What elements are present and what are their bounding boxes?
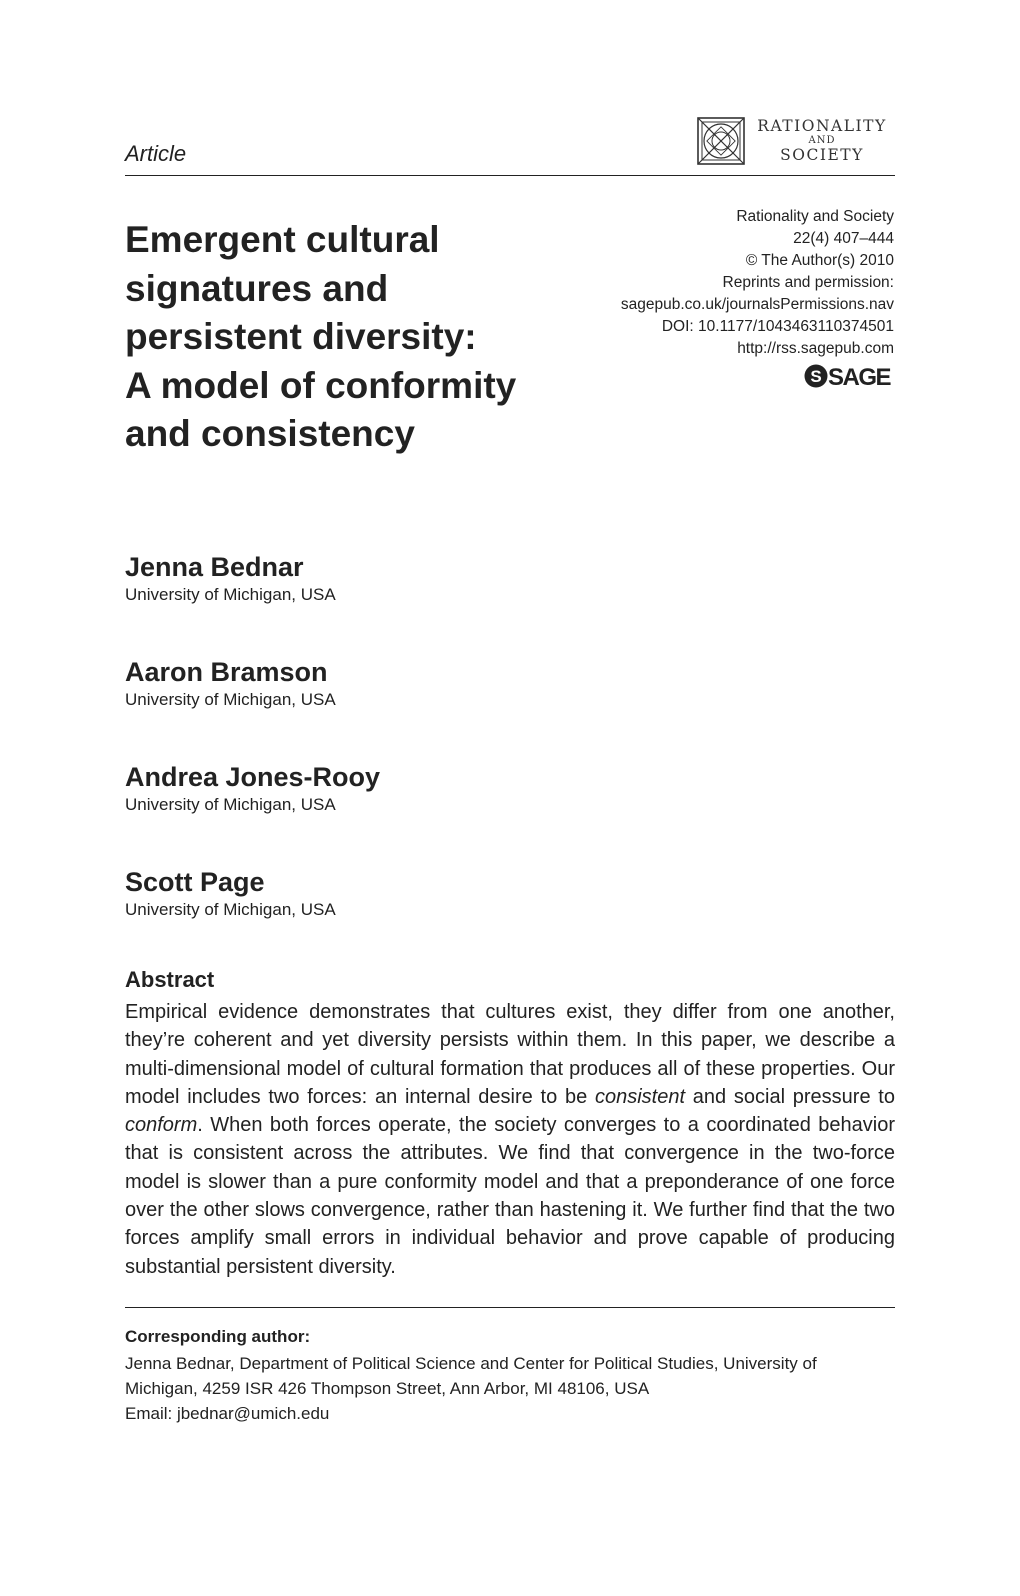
- abstract-part: and social pressure to: [685, 1085, 895, 1108]
- volume-pages: 22(4) 407–444: [793, 230, 894, 247]
- author-block: [125, 761, 380, 816]
- abstract-emphasis: conform: [125, 1114, 198, 1137]
- svg-text:S: S: [810, 367, 822, 386]
- sage-logo: [804, 363, 894, 389]
- author-affiliation: University of Michigan, USA: [125, 900, 336, 919]
- author-name: Jenna Bednar: [125, 552, 304, 582]
- author-name: Andrea Jones-Rooy: [125, 762, 381, 792]
- sage-logo-icon: [804, 363, 894, 389]
- logo-line-society: SOCIETY: [780, 146, 864, 164]
- sage-logo-text: SAGE: [828, 364, 891, 389]
- doi[interactable]: DOI: 10.1177/1043463110374501: [661, 318, 894, 335]
- author-affiliation: University of Michigan, USA: [125, 585, 336, 604]
- author-name: Aaron Bramson: [125, 657, 328, 687]
- corresponding-email[interactable]: Email: jbednar@umich.edu: [125, 1404, 330, 1423]
- corresponding-line: Jenna Bednar, Department of Political Science and Center for Political Studies, University of: [125, 1354, 817, 1373]
- author-affiliation: University of Michigan, USA: [125, 690, 336, 709]
- publication-metadata: [621, 206, 894, 360]
- reprints-label: Reprints and permission:: [722, 274, 894, 291]
- abstract-heading: Abstract: [125, 967, 215, 992]
- footnote-divider: [125, 1307, 895, 1308]
- title-line: persistent diversity:: [125, 316, 477, 357]
- title-line: signatures and: [125, 267, 389, 309]
- corresponding-line: Michigan, 4259 ISR 426 Thompson Street, Ann Arbor, MI 48106, USA: [125, 1379, 650, 1398]
- abstract-part: . When both forces operate, the society converges to a coordinated behavior that is consistent across the attributes. We find that convergence in the two-force model is slower than a pure conformity model and that a preponderance of one force over the other slows convergence, rather than hastening it. We further find that the two forces amplify small errors in individual behavior and prove capable of producing substantial persistent diversity.: [125, 1114, 895, 1278]
- article-title: [125, 216, 585, 459]
- copyright: © The Author(s) 2010: [745, 252, 894, 269]
- journal-site-link[interactable]: http://rss.sagepub.com: [737, 340, 894, 357]
- journal-name: Rationality and Society: [736, 208, 894, 225]
- header-divider: [125, 175, 895, 176]
- corresponding-author-heading: Corresponding author:: [125, 1327, 311, 1346]
- abstract-text: [125, 998, 895, 1281]
- abstract-emphasis: consistent: [594, 1085, 686, 1108]
- title-line: A model of conformity: [125, 364, 517, 406]
- abstract-part: Empirical evidence demonstrates that cultures exist, they differ from one another, they’re coherent and yet diversity persists within them. In this paper, we describe a multi-dimensional model of cultural formation that produces all of these properties. Our model includes two forces: an internal desire to be: [125, 1001, 895, 1108]
- corresponding-author-details: [125, 1351, 895, 1426]
- logo-line-rationality: RATIONALITY: [757, 117, 887, 135]
- rationality-and-society-logo-icon: [697, 117, 745, 165]
- author-block: [125, 656, 336, 711]
- author-name: Scott Page: [125, 867, 265, 897]
- author-block: [125, 866, 336, 921]
- article-type-label: Article: [125, 141, 187, 166]
- permissions-link[interactable]: sagepub.co.uk/journalsPermissions.nav: [620, 296, 894, 313]
- logo-line-and: AND: [808, 135, 836, 146]
- title-line: Emergent cultural: [125, 219, 440, 260]
- author-affiliation: University of Michigan, USA: [125, 795, 336, 814]
- author-block: [125, 551, 336, 606]
- journal-logo: [697, 117, 897, 167]
- title-line: and consistency: [125, 413, 415, 454]
